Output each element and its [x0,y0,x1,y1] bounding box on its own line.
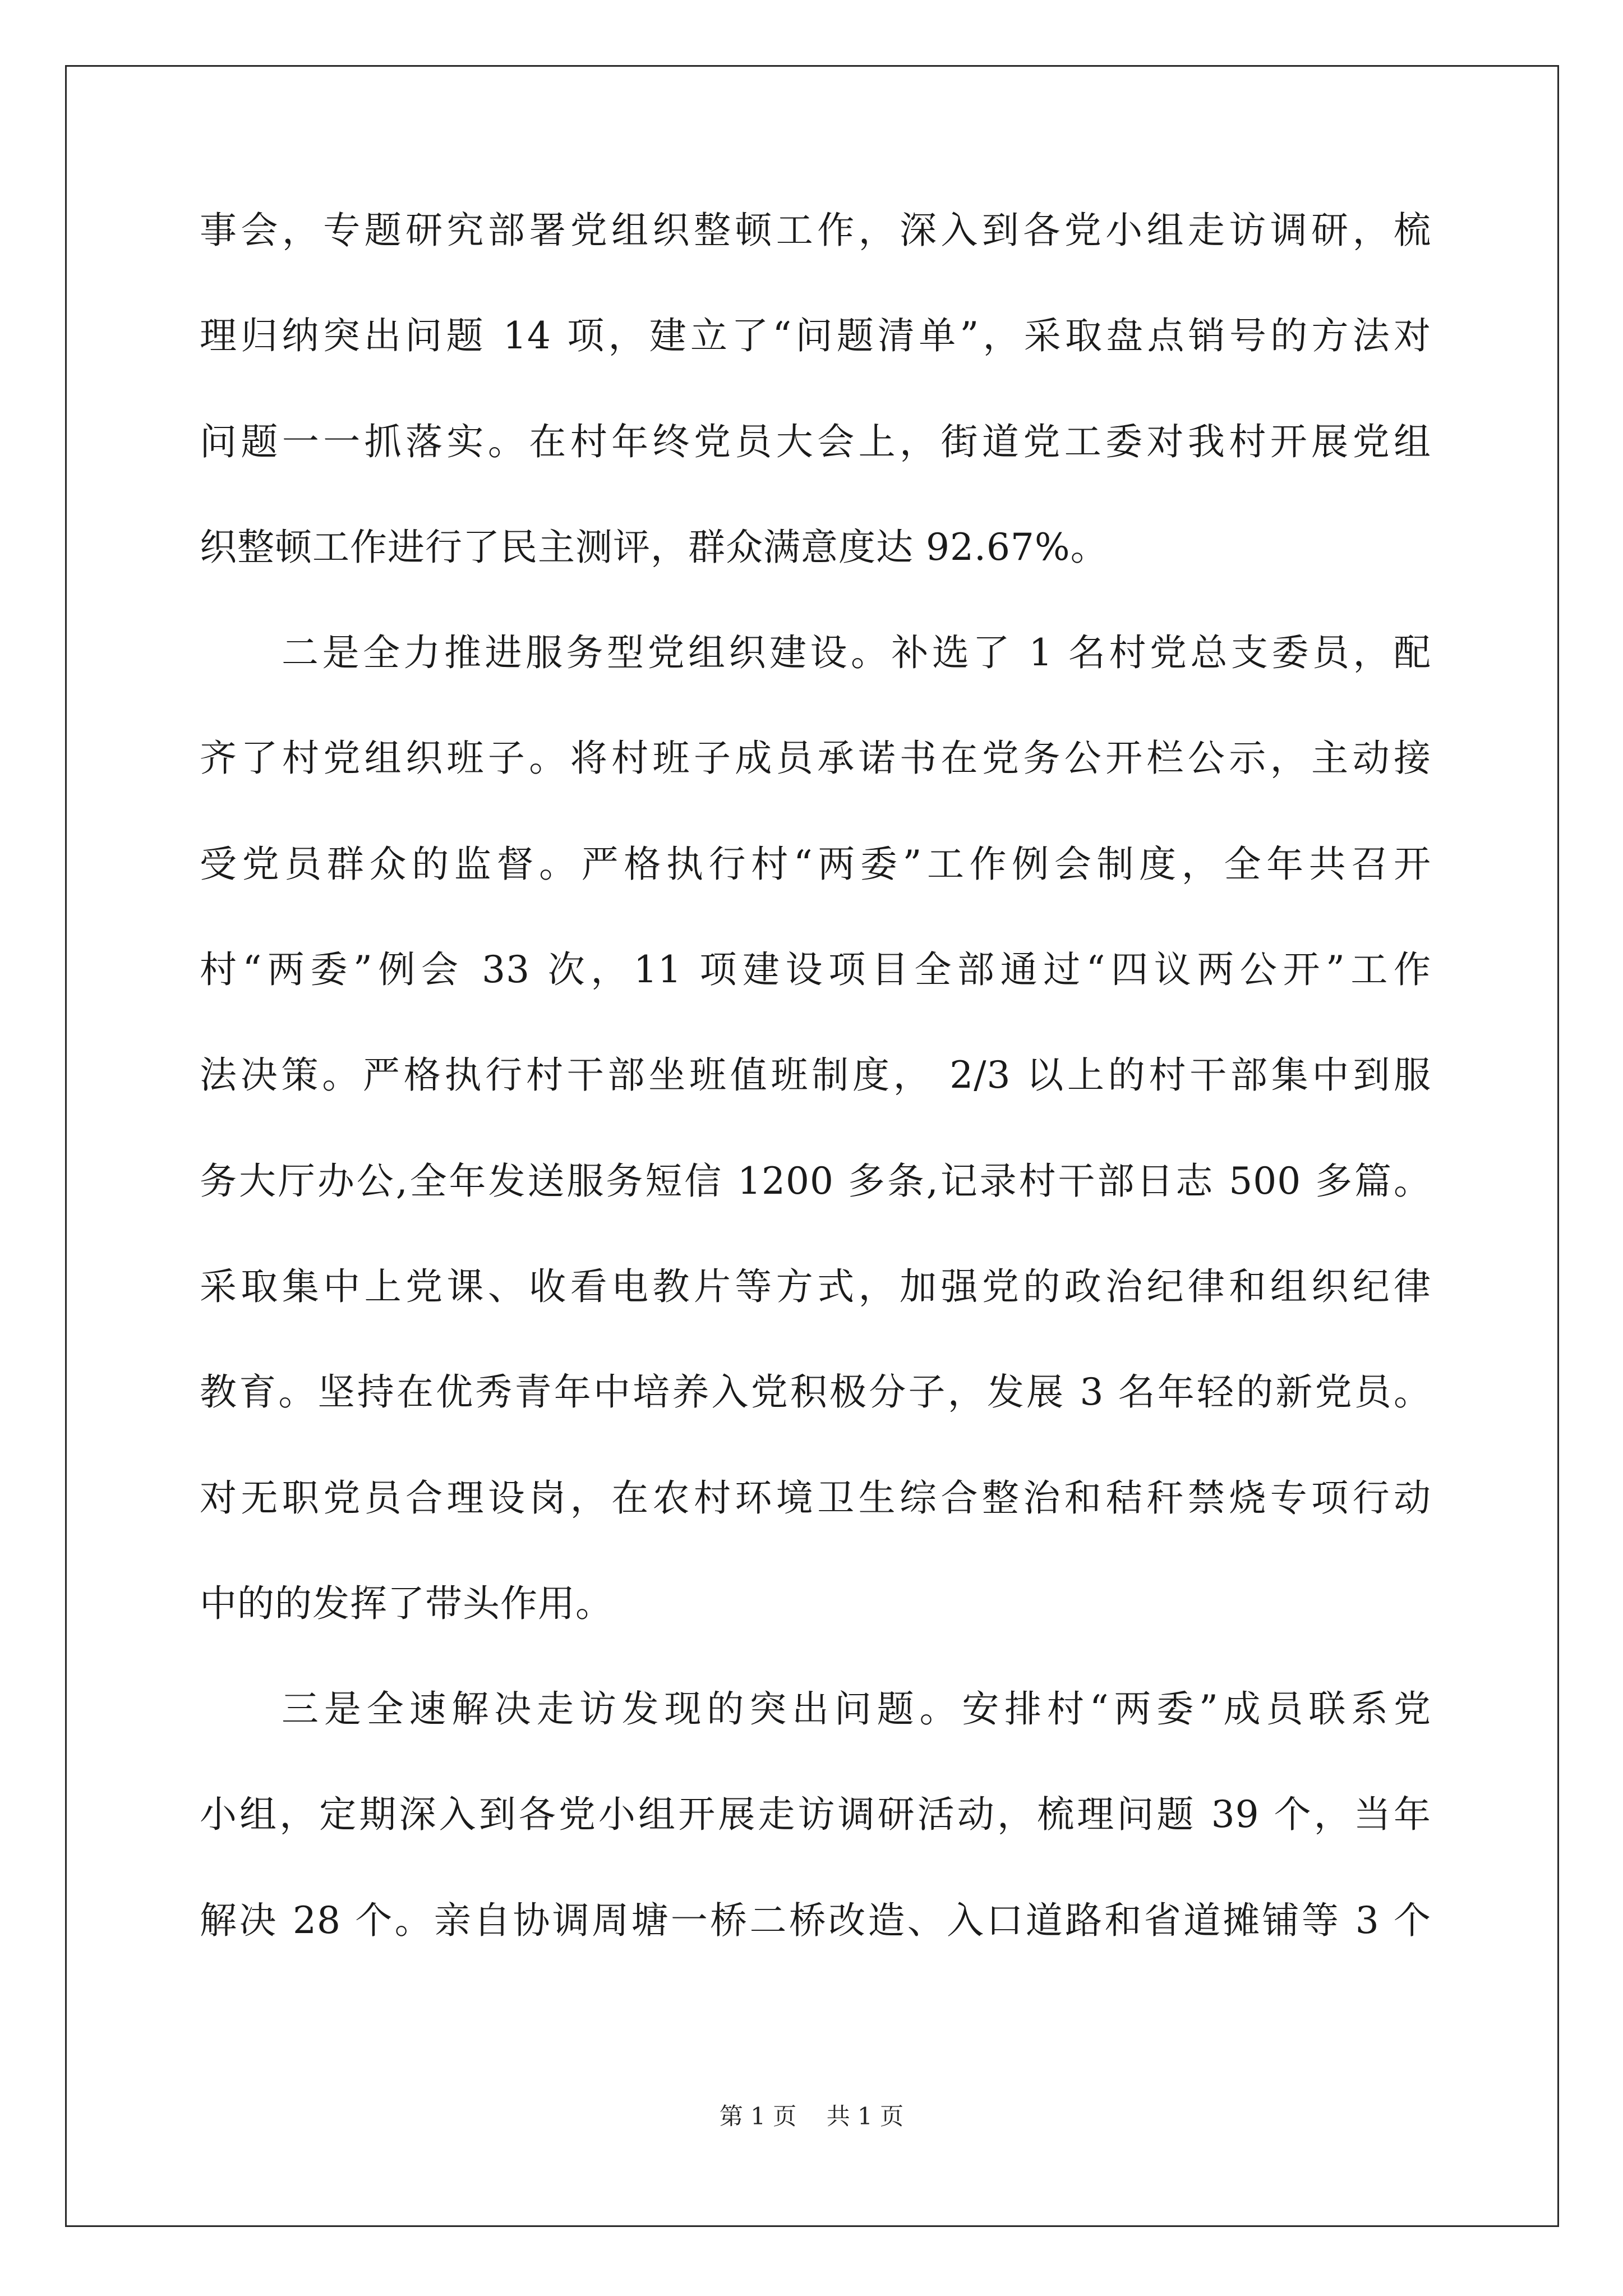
page-total: 共 1 页 [826,2102,904,2130]
text-line: 受党员群众的监督。严格执行村“两委”工作例会制度，全年共召开 [200,842,1431,886]
page-number: 第 1 页 [719,2102,797,2130]
text-line: 务大厅办公,全年发送服务短信 1200 多条,记录村干部日志 500 多篇。 [200,1159,1431,1203]
document-body [200,209,1431,2008]
text-line: 教育。坚持在优秀青年中培养入党积极分子，发展 3 名年轻的新党员。 [200,1370,1431,1414]
text-line: 问题一一抓落实。在村年终党员大会上，街道党工委对我村开展党组 [200,420,1431,463]
text-line: 事会，专题研究部署党组织整顿工作，深入到各党小组走访调研，梳 [200,209,1431,252]
text-line: 解决 28 个。亲自协调周塘一桥二桥改造、入口道路和省道摊铺等 3 个 [200,1898,1431,1942]
paragraph-first-line: 三是全速解决走访发现的突出问题。安排村“两委”成员联系党 [282,1687,1431,1731]
text-line: 理归纳突出问题 14 项，建立了“问题清单”，采取盘点销号的方法对 [200,314,1431,358]
page-footer [0,2102,1623,2130]
text-line: 织整顿工作进行了民主测评，群众满意度达 92.67%。 [200,525,1108,569]
text-line: 小组，定期深入到各党小组开展走访调研活动，梳理问题 39 个，当年 [200,1793,1431,1837]
paragraph-first-line: 二是全力推进服务型党组织建设。补选了 1 名村党总支委员，配 [282,631,1431,675]
text-line: 法决策。严格执行村干部坐班值班制度， 2/3 以上的村干部集中到服 [200,1053,1431,1097]
text-line: 采取集中上党课、收看电教片等方式，加强党的政治纪律和组织纪律 [200,1264,1431,1308]
text-line: 中的的发挥了带头作用。 [200,1581,613,1625]
text-line: 村“两委”例会 33 次，11 项建设项目全部通过“四议两公开”工作 [200,948,1431,992]
text-line: 齐了村党组织班子。将村班子成员承诺书在党务公开栏公示，主动接 [200,737,1431,780]
text-line: 对无职党员合理设岗，在农村环境卫生综合整治和秸秆禁烧专项行动 [200,1476,1431,1520]
